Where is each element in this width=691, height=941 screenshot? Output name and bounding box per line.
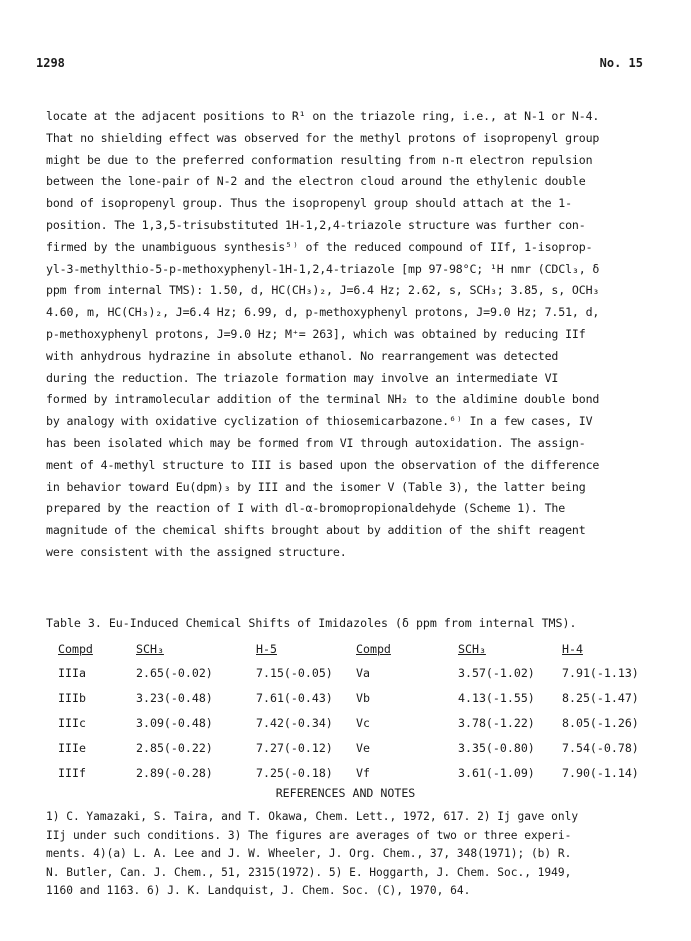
page-number: 1298 [36, 56, 65, 70]
table-cell: 7.42(-0.34) [256, 715, 333, 730]
table-cell: Vc [356, 715, 370, 730]
table-cell: IIIe [58, 740, 86, 755]
table-cell: 3.23(-0.48) [136, 690, 213, 705]
body-line: might be due to the preferred conformation resulting from n-π electron repulsion [46, 152, 593, 167]
table-cell: IIIf [58, 765, 86, 780]
body-line: ment of 4-methyl structure to III is based upon the observation of the difference [46, 457, 600, 472]
body-line: That no shielding effect was observed for the methyl protons of isopropenyl group [46, 130, 600, 145]
body-line: 4.60, m, HC(CH₃)₂, J=6.4 Hz; 6.99, d, p-methoxyphenyl protons, J=9.0 Hz; 7.51, d, [46, 305, 600, 320]
table-row [58, 660, 662, 685]
body-line: position. The 1,3,5-trisubstituted 1H-1,2,4-triazole structure was further con- [46, 217, 586, 232]
references-list [46, 808, 666, 901]
table-row [58, 760, 662, 785]
table-cell: 7.54(-0.78) [562, 740, 639, 755]
body-line: firmed by the unambiguous synthesis⁵⁾ of the reduced compound of IIf, 1-isoprop- [46, 239, 593, 254]
table-cell: IIIb [58, 690, 86, 705]
reference-line: 1160 and 1163. 6) J. K. Landquist, J. Chem. Soc. (C), 1970, 64. [46, 884, 471, 898]
table-cell: 2.85(-0.22) [136, 740, 213, 755]
body-paragraph [46, 106, 656, 564]
shift-table [58, 638, 662, 785]
body-line: bond of isopropenyl group. Thus the isopropenyl group should attach at the 1- [46, 196, 572, 211]
column-header: Compd [356, 642, 391, 656]
body-line: with anhydrous hydrazine in absolute ethanol. No rearrangement was detected [46, 348, 559, 363]
body-line: formed by intramolecular addition of the terminal NH₂ to the aldimine double bond [46, 392, 600, 407]
table-cell: Ve [356, 740, 370, 755]
table-cell: 7.15(-0.05) [256, 665, 333, 680]
issue-number: No. 15 [599, 56, 643, 70]
body-line: has been isolated which may be formed from VI through autoxidation. The assign- [46, 435, 586, 450]
body-line: p-methoxyphenyl protons, J=9.0 Hz; M⁺= 263], which was obtained by reducing IIf [46, 326, 586, 341]
table-cell: IIIa [58, 665, 86, 680]
body-line: were consistent with the assigned structure. [46, 544, 347, 559]
table-cell: 2.65(-0.02) [136, 665, 213, 680]
table-cell: 7.61(-0.43) [256, 690, 333, 705]
table-3 [46, 616, 666, 785]
table-cell: Vf [356, 765, 370, 780]
body-line: ppm from internal TMS): 1.50, d, HC(CH₃)₂, J=6.4 Hz; 2.62, s, SCH₃; 3.85, s, OCH₃ [46, 283, 600, 298]
column-header: SCH₃ [136, 642, 164, 656]
body-line: magnitude of the chemical shifts brought about by addition of the shift reagent [46, 523, 586, 538]
table-cell: 3.78(-1.22) [458, 715, 535, 730]
table-cell: 8.05(-1.26) [562, 715, 639, 730]
reference-line: N. Butler, Can. J. Chem., 51, 2315(1972). 5) E. Hoggarth, J. Chem. Soc., 1949, [46, 865, 572, 879]
table-cell: 4.13(-1.55) [458, 690, 535, 705]
table-cell: 7.91(-1.13) [562, 665, 639, 680]
column-header: Compd [58, 642, 93, 656]
column-header: H-5 [256, 642, 277, 656]
body-line: locate at the adjacent positions to R¹ on the triazole ring, i.e., at N-1 or N-4. [46, 109, 600, 123]
body-line: yl-3-methylthio-5-p-methoxyphenyl-1H-1,2,4-triazole [mp 97-98°C; ¹H nmr (CDCl₃, δ [46, 261, 600, 276]
body-line: during the reduction. The triazole formation may involve an intermediate VI [46, 370, 559, 385]
table-cell: 7.27(-0.12) [256, 740, 333, 755]
references-heading: REFERENCES AND NOTES [275, 786, 416, 800]
table-caption: Table 3. Eu-Induced Chemical Shifts of Imidazoles (δ ppm from internal TMS). [46, 616, 577, 630]
table-row [58, 735, 662, 760]
table-cell: 2.89(-0.28) [136, 765, 213, 780]
table-row [58, 685, 662, 710]
reference-line: 1) C. Yamazaki, S. Taira, and T. Okawa, Chem. Lett., 1972, 617. 2) Ij gave only [46, 810, 579, 823]
column-header: SCH₃ [458, 642, 486, 656]
table-cell: 3.09(-0.48) [136, 715, 213, 730]
reference-line: IIj under such conditions. 3) The figures are averages of two or three experi- [46, 828, 572, 842]
table-cell: 7.25(-0.18) [256, 765, 333, 780]
column-header: H-4 [562, 642, 583, 656]
body-line: prepared by the reaction of I with dl-α-bromopropionaldehyde (Scheme 1). The [46, 501, 566, 516]
table-cell: 7.90(-1.14) [562, 765, 639, 780]
body-line: by analogy with oxidative cyclization of thiosemicarbazone.⁶⁾ In a few cases, IV [46, 414, 593, 429]
table-cell: 8.25(-1.47) [562, 690, 639, 705]
body-line: between the lone-pair of N-2 and the electron cloud around the ethylenic double [46, 174, 586, 189]
table-cell: 3.35(-0.80) [458, 740, 535, 755]
table-cell: Vb [356, 690, 370, 705]
table-cell: IIIc [58, 715, 86, 730]
body-line: in behavior toward Eu(dpm)₃ by III and the isomer V (Table 3), the latter being [46, 479, 586, 494]
table-cell: 3.57(-1.02) [458, 665, 535, 680]
table-cell: Va [356, 665, 370, 680]
table-cell: 3.61(-1.09) [458, 765, 535, 780]
reference-line: ments. 4)(a) L. A. Lee and J. W. Wheeler, J. Org. Chem., 37, 348(1971); (b) R. [46, 847, 572, 861]
table-row [58, 710, 662, 735]
table-header-row [58, 638, 662, 660]
